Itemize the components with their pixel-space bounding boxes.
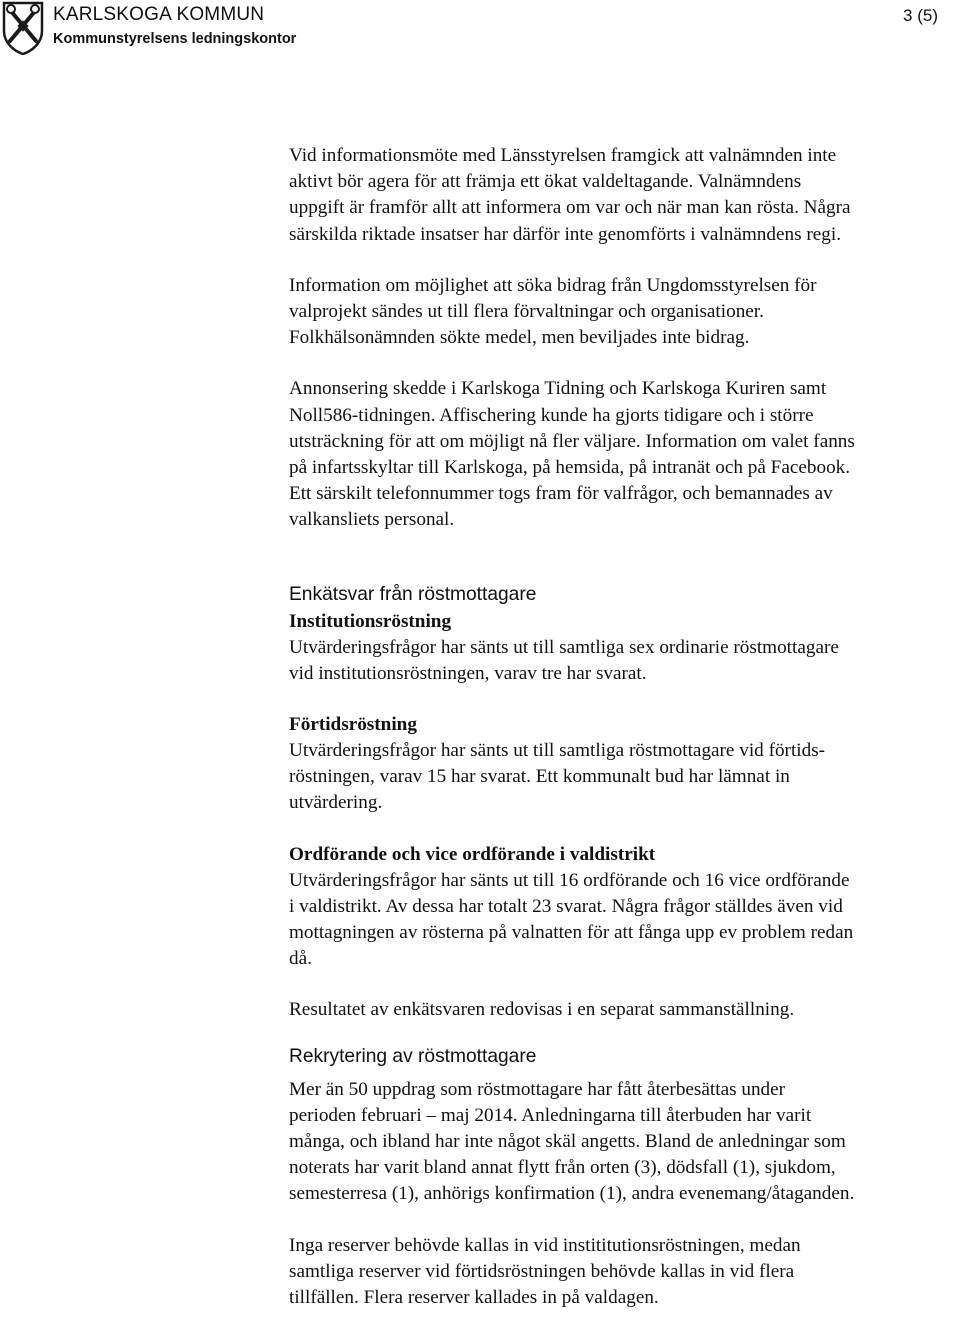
text-line: uppgift är framför allt att informera om var och när man kan rösta. Några [289, 197, 851, 219]
text-line: särskilda riktade insatser har därför inte genomförts i valnämndens regi. [289, 223, 841, 245]
text-line: utvärdering. [289, 792, 383, 814]
organization-name: KARLSKOGA KOMMUN [53, 4, 265, 25]
text-line: semesterresa (1), anhörigs konfirmation (1), andra evenemang/åtaganden. [289, 1183, 855, 1205]
text-line: Inga reserver behövde kallas in vid instititutionsröstningen, medan [289, 1234, 801, 1256]
text-line: utsträckning för att om möjligt nå fler väljare. Information om valet fanns [289, 430, 855, 452]
paragraph-early-voting [289, 738, 959, 817]
section-heading-survey: Enkätsvar från röstmottagare [289, 583, 537, 605]
text-line: aktivt bör agera för att främja ett ökat valdeltagande. Valnämndens [289, 171, 802, 193]
text-line: Noll586-tidningen. Affischering kunde ha gjorts tidigare och i större [289, 404, 814, 426]
text-line: i valdistrikt. Av dessa har totalt 23 svarat. Några frågor ställdes även vid [289, 895, 843, 917]
text-line: Folkhälsonämnden sökte medel, men beviljades inte bidrag. [289, 327, 750, 349]
text-line: många, och ibland har inte något skäl angetts. Bland de anledningar som [289, 1131, 846, 1153]
text-line: valkansliets personal. [289, 509, 455, 531]
text-line: Utvärderingsfrågor har sänts ut till samtliga röstmottagare vid förtids- [289, 740, 826, 762]
text-line: Utvärderingsfrågor har sänts ut till 16 ordförande och 16 vice ordförande [289, 869, 850, 891]
paragraph-reserves [289, 1233, 959, 1312]
text-line: Resultatet av enkätsvaren redovisas i en separat sammanställning. [289, 999, 795, 1021]
text-line: perioden februari – maj 2014. Anledningarna till återbuden har varit [289, 1104, 812, 1126]
text-line: tillfällen. Flera reserver kallades in på valdagen. [289, 1287, 659, 1309]
page-header [0, 0, 960, 60]
text-line: samtliga reserver vid förtidsröstningen behövde kallas in vid flera [289, 1260, 795, 1282]
paragraph-survey-result [289, 997, 959, 1023]
text-line: Ett särskilt telefonnummer togs fram för valfrågor, och bemannades av [289, 483, 833, 505]
text-line: då. [289, 948, 312, 970]
text-line: Utvärderingsfrågor har sänts ut till samtliga sex ordinarie röstmottagare [289, 636, 839, 658]
paragraph-grant-information [289, 273, 959, 352]
page-number: 3 (5) [903, 6, 938, 25]
text-line: mottagningen av rösterna på valnatten för att fånga upp ev problem redan [289, 922, 854, 944]
text-line: noterats har varit bland annat flytt från orten (3), dödsfall (1), sjukdom, [289, 1157, 836, 1179]
karlskoga-coat-of-arms-icon [2, 1, 44, 55]
document-body [289, 143, 959, 1311]
text-line: på infartsskyltar till Karlskoga, på hemsida, på intranät och på Facebook. [289, 457, 851, 479]
subheading-early-voting: Förtidsröstning [289, 714, 417, 736]
section-heading-recruitment: Rekrytering av röstmottagare [289, 1045, 537, 1067]
paragraph-district-chairs [289, 868, 959, 973]
paragraph-information-meeting [289, 143, 959, 248]
text-line: röstningen, varav 15 har svarat. Ett kommunalt bud har lämnat in [289, 766, 790, 788]
text-line: Annonsering skedde i Karlskoga Tidning och Karlskoga Kuriren samt [289, 378, 827, 400]
department-name: Kommunstyrelsens ledningskontor [53, 31, 297, 47]
subheading-institution-voting: Institutionsröstning [289, 610, 452, 632]
paragraph-advertising [289, 376, 959, 533]
text-line: vid institutionsröstningen, varav tre har svarat. [289, 662, 647, 684]
text-line: Mer än 50 uppdrag som röstmottagare har fått återbesättas under [289, 1078, 786, 1100]
text-line: valprojekt sändes ut till flera förvaltningar och organisationer. [289, 301, 764, 323]
text-line: Vid informationsmöte med Länsstyrelsen framgick att valnämnden inte [289, 145, 837, 166]
paragraph-institution-voting [289, 635, 959, 687]
text-line: Information om möjlighet att söka bidrag från Ungdomsstyrelsen för [289, 274, 817, 296]
subheading-district-chairs: Ordförande och vice ordförande i valdistrikt [289, 843, 656, 865]
paragraph-recruitment-cancellations [289, 1077, 959, 1208]
